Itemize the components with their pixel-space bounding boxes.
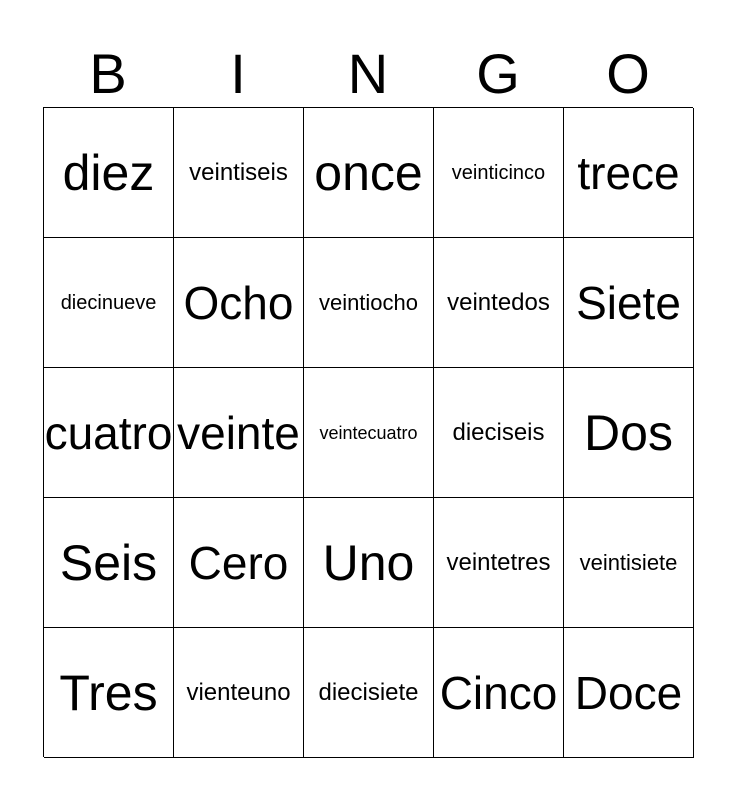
bingo-cell[interactable]: Cinco (434, 628, 564, 758)
bingo-cell[interactable]: once (304, 108, 434, 238)
bingo-cell[interactable]: veintetres (434, 498, 564, 628)
bingo-cell[interactable]: cuatro (44, 368, 174, 498)
bingo-cell[interactable]: Seis (44, 498, 174, 628)
bingo-cell[interactable]: Ocho (174, 238, 304, 368)
bingo-cell[interactable]: trece (564, 108, 694, 238)
bingo-header (43, 40, 693, 108)
header-letter-i: I (230, 42, 246, 105)
bingo-cell[interactable]: Cero (174, 498, 304, 628)
header-letter-n: N (347, 42, 389, 105)
bingo-cell[interactable]: veintecuatro (304, 368, 434, 498)
bingo-cell[interactable]: vienteuno (174, 628, 304, 758)
bingo-cell[interactable]: Doce (564, 628, 694, 758)
bingo-cell[interactable]: veintiseis (174, 108, 304, 238)
header-letter-g: G (476, 42, 520, 105)
bingo-cell[interactable]: veintisiete (564, 498, 694, 628)
header-letter-o: O (606, 42, 650, 105)
bingo-cell[interactable]: diecisiete (304, 628, 434, 758)
header-letter-b: B (89, 42, 127, 105)
bingo-cell[interactable]: diez (44, 108, 174, 238)
bingo-cell[interactable]: Tres (44, 628, 174, 758)
bingo-cell[interactable]: Siete (564, 238, 694, 368)
bingo-cell[interactable]: diecinueve (44, 238, 174, 368)
bingo-cell[interactable]: Uno (304, 498, 434, 628)
bingo-board (43, 107, 693, 757)
bingo-cell[interactable]: Dos (564, 368, 694, 498)
bingo-cell[interactable]: dieciseis (434, 368, 564, 498)
bingo-cell[interactable]: veintiocho (304, 238, 434, 368)
bingo-cell[interactable]: veinte (174, 368, 304, 498)
bingo-cell[interactable]: veintedos (434, 238, 564, 368)
bingo-cell[interactable]: veinticinco (434, 108, 564, 238)
